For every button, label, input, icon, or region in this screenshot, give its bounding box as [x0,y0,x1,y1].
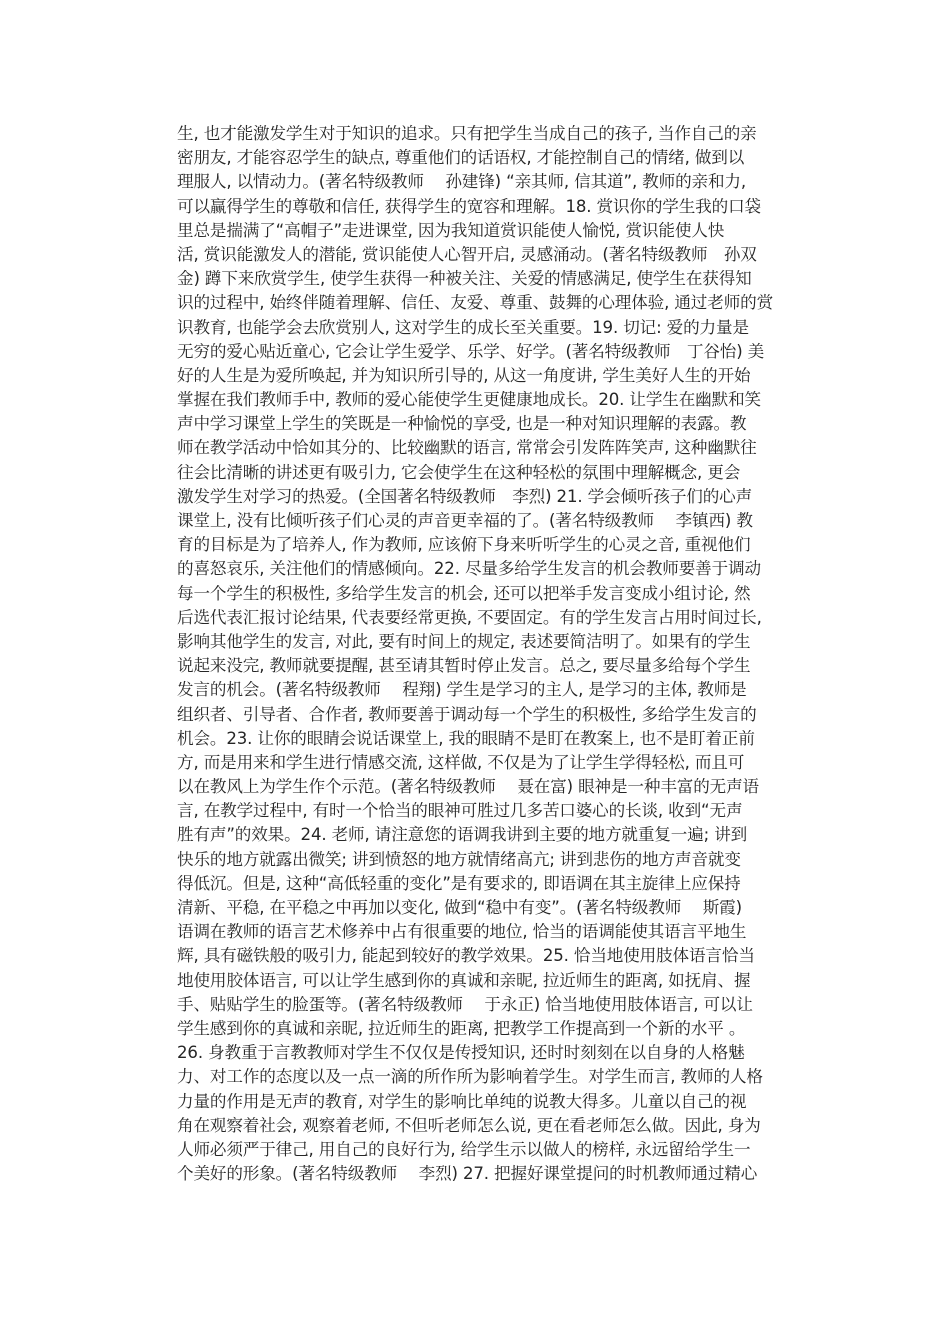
text-line: 可以赢得学生的尊敬和信任, 获得学生的宽容和理解。18. 赏识你的学生我的口袋 [177,196,761,216]
text-line: 胜有声”的效果。24. 老师, 请注意您的语调我讲到主要的地方就重复一遍; 讲到 [177,825,748,845]
text-line: 力、对工作的态度以及一点一滴的所作所为影响着学生。对学生而言, 教师的人格 [177,1067,763,1087]
text-line: 每一个学生的积极性, 多给学生发言的机会, 还可以把举手发言变成小组讨论, 然 [177,583,751,603]
text-line: 个美好的形象。(著名特级教师 李烈) 27. 把握好课堂提问的时机教师通过精心 [177,1164,758,1184]
text-line: 师在教学活动中恰如其分的、比较幽默的语言, 常常会引发阵阵笑声, 这种幽默往 [177,438,757,458]
text-line: 理服人, 以情动力。(著名特级教师 孙建锋) “亲其师, 信其道”, 教师的亲和力, [177,172,746,192]
text-line: 组织者、引导者、合作者, 教师要善于调动每一个学生的积极性, 多给学生发言的 [177,704,757,724]
body-text [177,122,780,1186]
text-line: 密朋友, 才能容忍学生的缺点, 尊重他们的话语权, 才能控制自己的情绪, 做到以 [177,148,745,168]
text-line: 声中学习课堂上学生的笑既是一种愉悦的享受, 也是一种对知识理解的表露。教 [177,414,747,434]
text-line: 学生感到你的真诚和亲昵, 拉近师生的距离, 把教学工作提高到一个新的水平 。 [177,1018,746,1038]
text-line: 影响其他学生的发言, 对此, 要有时间上的规定, 表述要简洁明了。如果有的学生 [177,631,751,651]
text-line: 识教育, 也能学会去欣赏别人, 这对学生的成长至关重要。19. 切记: 爱的力量是 [177,317,749,337]
text-line: 快乐的地方就露出微笑; 讲到愤怒的地方就情绪高亢; 讲到悲伤的地方声音就变 [177,849,741,869]
text-line: 活, 赏识能激发人的潜能, 赏识能使人心智开启, 灵感涌动。(著名特级教师 孙双 [177,244,757,264]
text-line: 掌握在我们教师手中, 教师的爱心能使学生更健康地成长。20. 让学生在幽默和笑 [177,390,761,410]
text-line: 方, 而是用来和学生进行情感交流, 这样做, 不仅是为了让学生学得轻松, 而且可 [177,752,745,772]
text-line: 清新、平稳, 在平稳之中再加以变化, 做到“稳中有变”。(著名特级教师 斯霞) [177,898,742,917]
text-line: 以在教风上为学生作个示范。(著名特级教师 聂在富) 眼神是一种丰富的无声语 [177,777,759,797]
text-line: 后选代表汇报讨论结果, 代表要经常更换, 不要固定。有的学生发言占用时间过长, [177,607,762,627]
text-line: 26. 身教重于言教教师对学生不仅仅是传授知识, 还时时刻刻在以自身的人格魅 [177,1043,745,1063]
text-line: 说起来没完, 教师就要提醒, 甚至请其暂时停止发言。总之, 要尽量多给每个学生 [177,656,751,676]
text-line: 无穷的爱心贴近童心, 它会让学生爱学、乐学、好学。(著名特级教师 丁谷怡) 美 [177,341,765,361]
text-line: 激发学生对学习的热爱。(全国著名特级教师 李烈) 21. 学会倾听孩子们的心声 [177,486,753,506]
text-line: 力量的作用是无声的教育, 对学生的影响比单纯的说教大得多。儿童以自己的视 [177,1091,747,1111]
text-line: 人师必须严于律己, 用自己的良好行为, 给学生示以做人的榜样, 永远留给学生一 [177,1139,751,1159]
text-line: 识的过程中, 始终伴随着理解、信任、友爱、尊重、鼓舞的心理体验, 通过老师的赏 [177,293,774,313]
text-line: 地使用胶体语言, 可以让学生感到你的真诚和亲昵, 拉近师生的距离, 如抚肩、握 [177,970,751,990]
text-line: 手、贴贴学生的脸蛋等。(著名特级教师 于永正) 恰当地使用肢体语言, 可以让 [177,994,753,1014]
text-line: 发言的机会。(著名特级教师 程翔) 学生是学习的主人, 是学习的主体, 教师是 [177,680,747,700]
text-line: 的喜怒哀乐, 关注他们的情感倾向。22. 尽量多给学生发言的机会教师要善于调动 [177,559,761,579]
text-line: 育的目标是为了培养人, 作为教师, 应该俯下身来听听学生的心灵之音, 重视他们 [177,535,751,555]
text-line: 课堂上, 没有比倾听孩子们心灵的声音更幸福的了。(著名特级教师 李镇西) 教 [177,511,753,530]
text-line: 机会。23. 让你的眼睛会说话课堂上, 我的眼睛不是盯在教案上, 也不是盯着正前 [177,728,755,748]
text-line: 里总是揣满了“高帽子”走进课堂, 因为我知道赏识能使人愉悦, 赏识能使人快 [177,220,725,240]
text-line: 往会比清晰的讲述更有吸引力, 它会使学生在这种轻松的氛围中理解概念, 更会 [177,462,741,482]
text-line: 角在观察着社会, 观察着老师, 不但听老师怎么说, 更在看老师怎么做。因此, 身为 [177,1115,761,1135]
text-line: 金) 蹲下来欣赏学生, 使学生获得一种被关注、关爱的情感满足, 使学生在获得知 [177,269,752,289]
text-line: 好的人生是为爱所唤起, 并为知识所引导的, 从这一角度讲, 学生美好人生的开始 [177,365,751,385]
text-line: 辉, 具有磁铁般的吸引力, 能起到较好的教学效果。25. 恰当地使用肢体语言恰当 [177,946,755,966]
text-line: 得低沉。但是, 这种“高低轻重的变化”是有要求的, 即语调在其主旋律上应保持 [177,873,741,893]
text-line: 语调在教师的语言艺术修养中占有很重要的地位, 恰当的语调能使其语言平地生 [177,922,747,942]
text-line: 言, 在教学过程中, 有时一个恰当的眼神可胜过几多苦口婆心的长谈, 收到“无声 [177,801,743,821]
text-line: 生, 也才能激发学生对于知识的追求。只有把学生当成自己的孩子, 当作自己的亲 [177,124,757,143]
